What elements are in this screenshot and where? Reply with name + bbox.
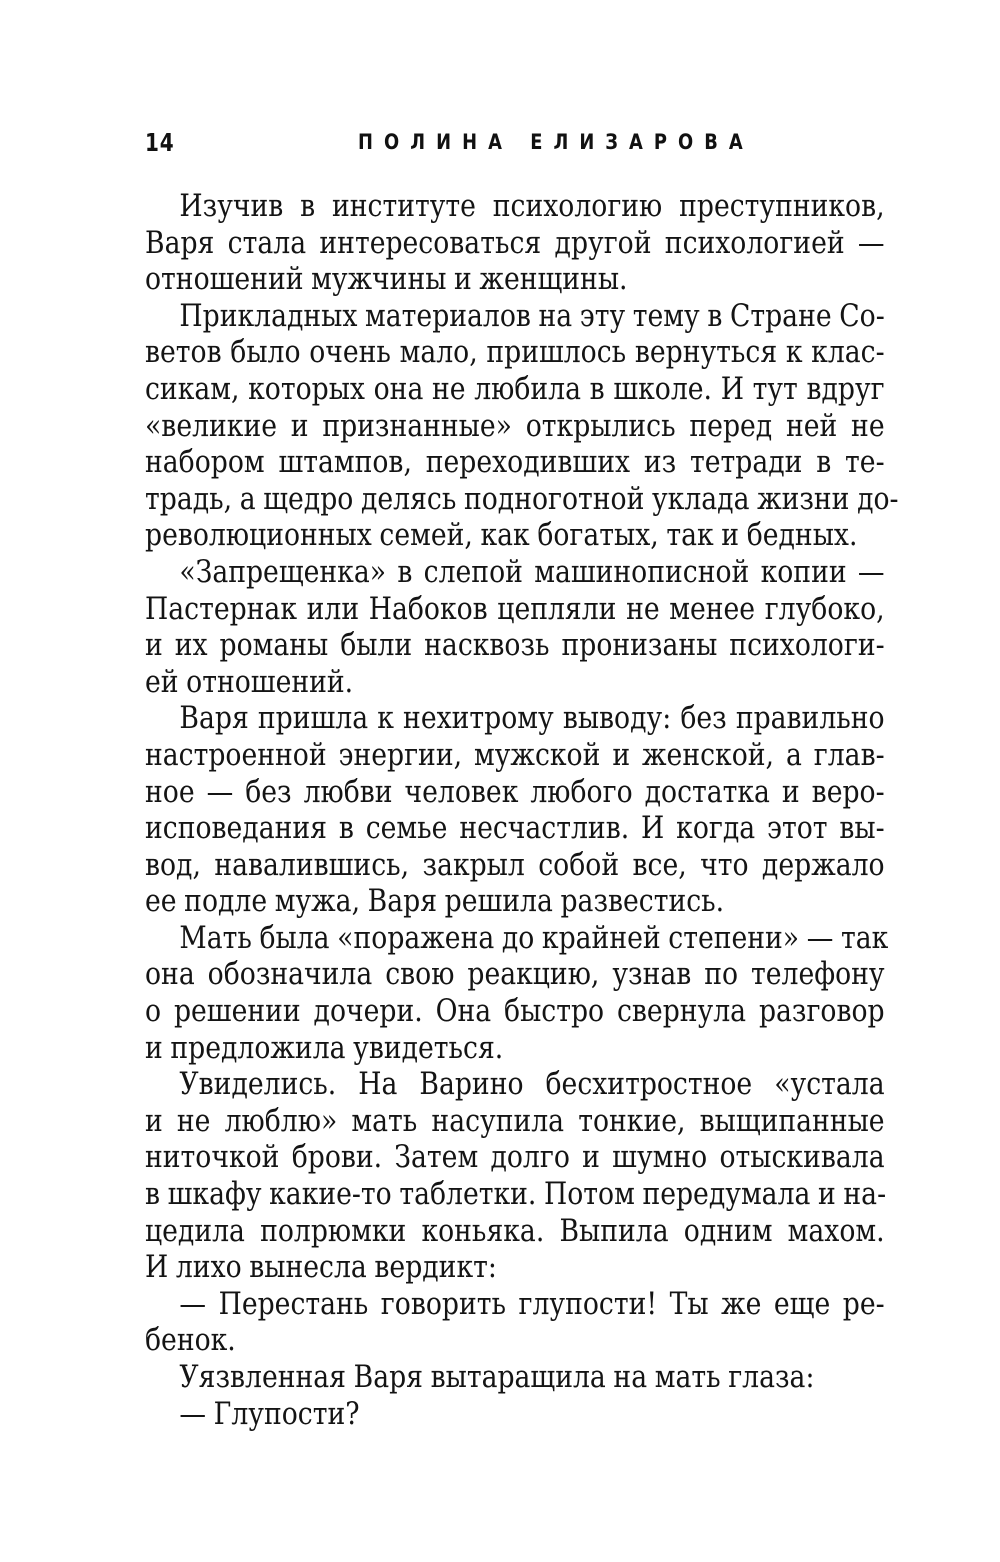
text-line: «великие и признанные» открылись перед ней не [145, 407, 885, 444]
text-line: ниточкой брови. Затем долго и шумно отыскивала [145, 1139, 885, 1176]
running-head-author: ПОЛИНА ЕЛИЗАРОВА [358, 130, 754, 154]
text-line: о решении дочери. Она быстро свернула разговор [145, 993, 885, 1030]
page-number: 14 [145, 128, 175, 157]
text-line: Изучив в институте психологию преступников, [179, 188, 885, 224]
running-head [145, 128, 885, 164]
text-line: — Перестань говорить глупости! Ты же еще ре- [179, 1285, 885, 1322]
text-line: «Запрещенка» в слепой машинописной копии — [179, 553, 885, 590]
text-line: отношений мужчины и женщины. [145, 261, 628, 298]
text-line: и их романы были насквозь пронизаны психологи- [145, 627, 885, 664]
text-line: ное — без любви человек любого достатка и веро- [145, 773, 885, 810]
text-line: цедила полрюмки коньяка. Выпила одним махом. [145, 1212, 885, 1249]
text-line: — Глупости? [179, 1395, 360, 1432]
text-line: Увиделись. На Варино бесхитростное «устала [179, 1066, 885, 1103]
text-line: Варя пришла к нехитрому выводу: без правильно [179, 700, 885, 737]
text-line: настроенной энергии, мужской и женской, а глав- [145, 736, 885, 773]
text-line: И лихо вынесла вердикт: [145, 1249, 497, 1286]
text-line: ее подле мужа, Варя решила развестись. [145, 883, 725, 920]
body-text [145, 188, 899, 1432]
text-line: она обозначила свою реакцию, узнав по телефону [145, 956, 885, 993]
text-line: и не люблю» мать насупила тонкие, выщипанные [145, 1102, 885, 1139]
text-line: Прикладных материалов на эту тему в Стране Со- [179, 297, 885, 334]
text-line: исповедания в семье несчастлив. И когда этот вы- [145, 810, 885, 847]
text-line: вод, навалившись, закрыл собой все, что держало [145, 846, 885, 883]
text-line: Уязвленная Варя вытаращила на мать глаза: [179, 1359, 815, 1395]
text-line: традь, а щедро делясь подноготной уклада жизни до- [145, 480, 899, 517]
text-line: революционных семей, как богатых, так и бедных. [145, 517, 858, 554]
text-line: в шкафу какие-то таблетки. Потом передумала и на- [145, 1176, 887, 1213]
text-line: ей отношений. [145, 663, 354, 700]
text-line: сикам, которых она не любила в школе. И тут вдруг [145, 370, 885, 407]
text-line: Мать была «поражена до крайней степени» — так [179, 919, 889, 956]
text-line: Варя стала интересоваться другой психологией — [145, 224, 885, 261]
text-line: ветов было очень мало, пришлось вернуться к клас- [145, 334, 885, 371]
text-line: бенок. [145, 1322, 236, 1359]
text-line: Пастернак или Набоков цепляли не менее глубоко, [145, 590, 885, 627]
text-line: и предложила увидеться. [145, 1029, 504, 1066]
text-line: набором штампов, переходивших из тетради в те- [145, 444, 885, 481]
